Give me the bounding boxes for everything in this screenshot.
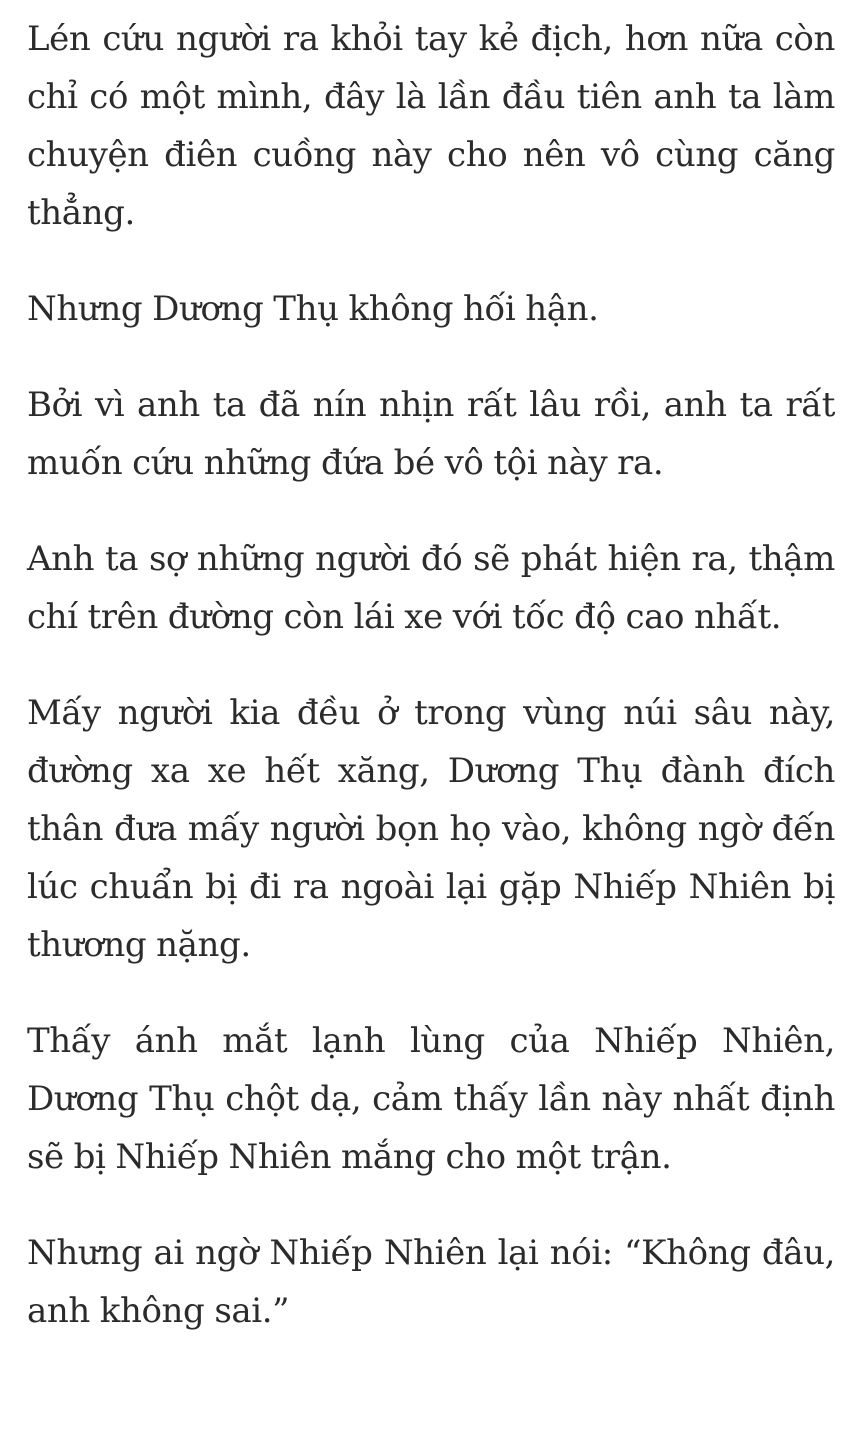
paragraph-6: Thấy ánh mắt lạnh lùng của Nhiếp Nhiên, Dương Thụ chột dạ, cảm thấy lần này nhất định sẽ bị Nhiếp Nhiên mắng cho một trận. (27, 1021, 835, 1177)
paragraph-4: Anh ta sợ những người đó sẽ phát hiện ra, thậm chí trên đường còn lái xe với tốc độ cao nhất. (27, 539, 835, 637)
paragraph-2: Nhưng Dương Thụ không hối hận. (27, 289, 599, 329)
paragraph-1: Lén cứu người ra khỏi tay kẻ địch, hơn nữa còn chỉ có một mình, đây là lần đầu tiên anh ta làm chuyện điên cuồng này cho nên vô cùng căng thẳng. (27, 19, 835, 233)
paragraph-5: Mấy người kia đều ở trong vùng núi sâu này, đường xa xe hết xăng, Dương Thụ đành đích thân đưa mấy người bọn họ vào, không ngờ đến lúc chuẩn bị đi ra ngoài lại gặp Nhiếp Nhiên bị thương nặng. (27, 693, 835, 965)
paragraph-7: Nhưng ai ngờ Nhiếp Nhiên lại nói: “Không đâu, anh không sai.” (27, 1233, 835, 1331)
paragraph-3: Bởi vì anh ta đã nín nhịn rất lâu rồi, anh ta rất muốn cứu những đứa bé vô tội này ra. (27, 385, 835, 483)
reading-content (27, 10, 835, 1340)
